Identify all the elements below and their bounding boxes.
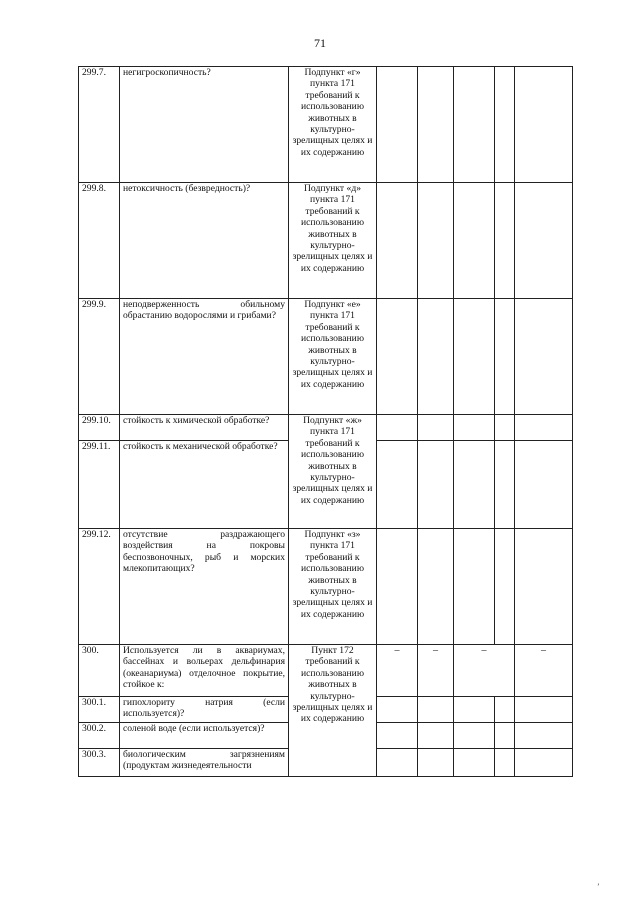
legal-reference: Подпункт «д» пункта 171 требований к использованию животных в культурно-зрелищных целях и их содержанию xyxy=(289,183,377,299)
answer-na-cell[interactable] xyxy=(454,697,495,723)
answer-na-cell[interactable] xyxy=(454,415,495,441)
row-number: 300.2. xyxy=(79,723,120,749)
row-number: 299.12. xyxy=(79,529,120,645)
table-row xyxy=(79,299,573,415)
row-number: 299.11. xyxy=(79,441,120,529)
answer-yes-cell[interactable] xyxy=(377,415,418,441)
answer-note-cell[interactable] xyxy=(495,441,515,529)
answer-yes-cell[interactable] xyxy=(377,749,418,777)
answer-yes-cell[interactable] xyxy=(377,183,418,299)
answer-na-cell[interactable] xyxy=(454,183,495,299)
legal-reference: Пункт 172 требований к использованию животных в культурно-зрелищных целях и их содержанию xyxy=(289,645,377,777)
dash-mark: – xyxy=(454,645,515,697)
answer-yes-cell[interactable] xyxy=(377,441,418,529)
question-text: неподверженность обильному обрастанию водорослями и грибами? xyxy=(120,299,289,415)
row-number: 299.9. xyxy=(79,299,120,415)
answer-na-cell[interactable] xyxy=(454,441,495,529)
table-row xyxy=(79,183,573,299)
question-text: стойкость к химической обработке? xyxy=(120,415,289,441)
comment-cell[interactable] xyxy=(515,415,573,441)
answer-no-cell[interactable] xyxy=(418,723,454,749)
legal-reference: Подпункт «г» пункта 171 требований к использованию животных в культурно-зрелищных целях и их содержанию xyxy=(289,67,377,183)
answer-note-cell[interactable] xyxy=(495,183,515,299)
comment-cell[interactable] xyxy=(515,441,573,529)
question-text: нетоксичность (безвредность)? xyxy=(120,183,289,299)
answer-note-cell[interactable] xyxy=(495,697,515,723)
table-row xyxy=(79,415,573,441)
answer-na-cell[interactable] xyxy=(454,723,495,749)
answer-na-cell[interactable] xyxy=(454,529,495,645)
answer-na-cell[interactable] xyxy=(454,749,495,777)
scan-mark: ’ xyxy=(597,882,600,891)
answer-no-cell[interactable] xyxy=(418,441,454,529)
comment-cell[interactable] xyxy=(515,529,573,645)
row-number: 300.3. xyxy=(79,749,120,777)
page-number: 71 xyxy=(314,36,326,50)
legal-reference: Подпункт «е» пункта 171 требований к использованию животных в культурно-зрелищных целях и их содержанию xyxy=(289,299,377,415)
question-text: биологическим загрязнениям (продуктам жизнедеятельности xyxy=(120,749,289,777)
answer-note-cell[interactable] xyxy=(495,299,515,415)
question-text: стойкость к механической обработке? xyxy=(120,441,289,529)
table-row xyxy=(79,67,573,183)
checklist-table xyxy=(78,66,573,777)
comment-cell[interactable] xyxy=(515,697,573,723)
question-text: отсутствие раздражающего воздействия на покровы беспозвоночных, рыб и морских млекопитающих? xyxy=(120,529,289,645)
table-row xyxy=(79,529,573,645)
dash-mark: – xyxy=(515,645,573,697)
comment-cell[interactable] xyxy=(515,299,573,415)
comment-cell[interactable] xyxy=(515,67,573,183)
answer-note-cell[interactable] xyxy=(495,67,515,183)
question-text: гипохлориту натрия (если используется)? xyxy=(120,697,289,723)
comment-cell[interactable] xyxy=(515,183,573,299)
row-number: 299.8. xyxy=(79,183,120,299)
comment-cell[interactable] xyxy=(515,723,573,749)
answer-yes-cell[interactable] xyxy=(377,697,418,723)
answer-no-cell[interactable] xyxy=(418,529,454,645)
answer-no-cell[interactable] xyxy=(418,415,454,441)
answer-no-cell[interactable] xyxy=(418,183,454,299)
answer-no-cell[interactable] xyxy=(418,697,454,723)
question-text: Используется ли в аквариумах, бассейнах и вольерах дельфинария (океанариума) отделочное покрытие, стойкое к: xyxy=(120,645,289,697)
question-text: негигроскопичность? xyxy=(120,67,289,183)
answer-no-cell[interactable] xyxy=(418,299,454,415)
question-text: соленой воде (если используется)? xyxy=(120,723,289,749)
answer-yes-cell[interactable] xyxy=(377,67,418,183)
table-row xyxy=(79,645,573,697)
row-number: 300.1. xyxy=(79,697,120,723)
legal-reference: Подпункт «ж» пункта 171 требований к использованию животных в культурно-зрелищных целях и их содержанию xyxy=(289,415,377,529)
answer-no-cell[interactable] xyxy=(418,67,454,183)
answer-yes-cell[interactable] xyxy=(377,529,418,645)
answer-na-cell[interactable] xyxy=(454,299,495,415)
row-number: 299.7. xyxy=(79,67,120,183)
dash-mark: – xyxy=(418,645,454,697)
answer-note-cell[interactable] xyxy=(495,749,515,777)
legal-reference: Подпункт «з» пункта 171 требований к использованию животных в культурно-зрелищных целях и их содержанию xyxy=(289,529,377,645)
answer-na-cell[interactable] xyxy=(454,67,495,183)
answer-no-cell[interactable] xyxy=(418,749,454,777)
answer-note-cell[interactable] xyxy=(495,529,515,645)
row-number: 300. xyxy=(79,645,120,697)
answer-note-cell[interactable] xyxy=(495,415,515,441)
comment-cell[interactable] xyxy=(515,749,573,777)
row-number: 299.10. xyxy=(79,415,120,441)
answer-note-cell[interactable] xyxy=(495,723,515,749)
dash-mark: – xyxy=(377,645,418,697)
answer-yes-cell[interactable] xyxy=(377,299,418,415)
answer-yes-cell[interactable] xyxy=(377,723,418,749)
